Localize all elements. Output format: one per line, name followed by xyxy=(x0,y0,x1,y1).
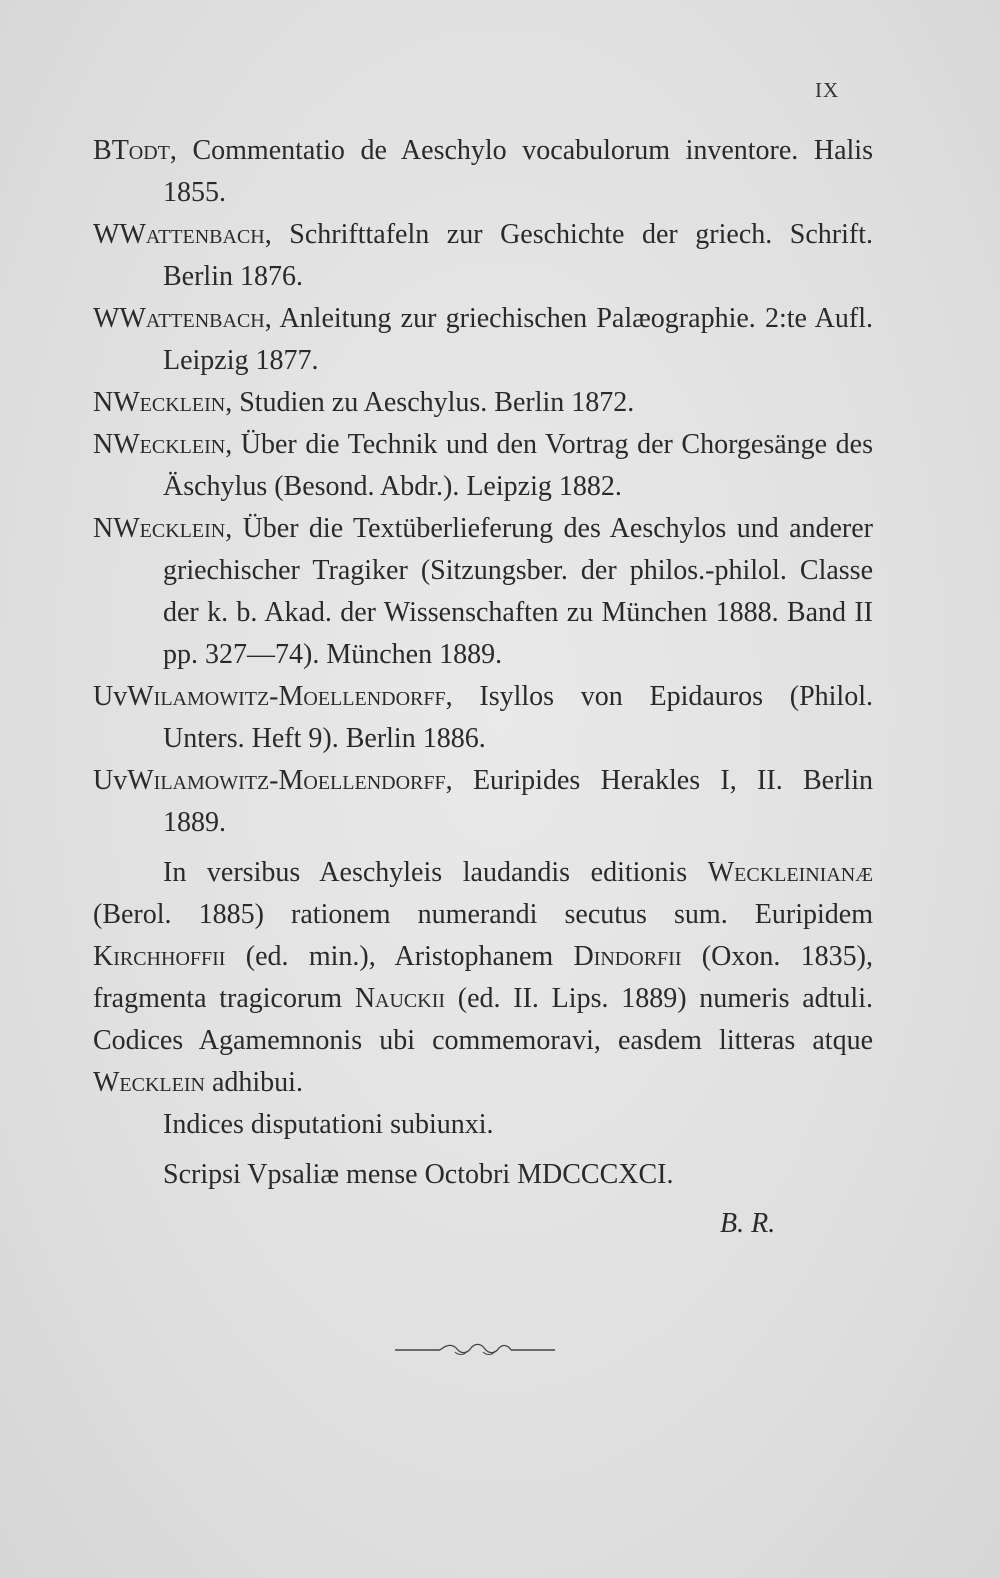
signature: B. R. xyxy=(720,1208,776,1239)
bibliography-entry xyxy=(93,424,873,508)
author-name: Wilamowitz-Moellendorff xyxy=(127,765,446,796)
author-initial: N xyxy=(93,429,114,460)
author-name: Wattenbach xyxy=(119,303,265,334)
author-initial: N xyxy=(93,513,114,544)
paragraph-editions xyxy=(93,852,873,1104)
entry-text: , Schrifttafeln zur Geschichte der griech. Schrift. Berlin 1876. xyxy=(163,219,873,292)
bibliography-entry xyxy=(93,676,873,760)
preface-text xyxy=(93,852,873,1196)
author-initial: N xyxy=(93,387,114,418)
editor-name: Nauckii xyxy=(354,983,446,1014)
author-initial: W xyxy=(93,219,120,250)
editor-name: Dindorfii xyxy=(573,941,682,972)
text-run: (Oxon. 1835), fragmenta tragicorum xyxy=(93,941,873,1014)
bibliography-entry xyxy=(93,382,873,424)
entry-text: , Commentatio de Aeschylo vocabulorum inventore. Halis 1855. xyxy=(163,135,873,208)
bibliography-list xyxy=(93,130,873,844)
text-run: (ed. min.), Aristophanem xyxy=(225,941,574,972)
page-number: IX xyxy=(815,78,840,102)
editor-name: Kirchhoffii xyxy=(93,941,226,972)
author-initial: Uv xyxy=(93,765,128,796)
text-run: (ed. II. Lips. 1889) numeris adtuli. Codices Agamemnonis ubi commemoravi, easdem litteras atque xyxy=(93,983,873,1056)
author-name: Todt xyxy=(111,135,170,166)
editor-name: Weckleinianæ xyxy=(707,857,873,888)
author-initial: B xyxy=(93,135,112,166)
author-initial: W xyxy=(93,303,120,334)
text-run: In versibus Aeschyleis laudandis editionis xyxy=(163,857,708,888)
author-name: Wattenbach xyxy=(119,219,265,250)
bibliography-entry xyxy=(93,214,873,298)
entry-text: , Studien zu Aeschylus. Berlin 1872. xyxy=(225,387,635,418)
entry-text: , Über die Textüberlieferung des Aeschylos und anderer griechischer Tragiker (Sitzungsber. der philos.-philol. Classe der k. b. Akad. der Wissenschaften zu München 1888. Band II pp. 327—74). München 1889. xyxy=(163,513,873,670)
text-run: adhibui. xyxy=(204,1067,303,1098)
entry-text: , Euripides Herakles I, II. Berlin 1889. xyxy=(163,765,873,838)
bibliography-entry xyxy=(93,130,873,214)
entry-text: , Isyllos von Epidauros (Philol. Unters. Heft 9). Berlin 1886. xyxy=(163,681,873,754)
entry-text: , Anleitung zur griechischen Palæographie. 2:te Aufl. Leipzig 1877. xyxy=(163,303,873,376)
paragraph-indices: Indices disputationi subiunxi. xyxy=(163,1109,494,1140)
bibliography-entry xyxy=(93,298,873,382)
bibliography-entry xyxy=(93,760,873,844)
author-name: Wecklein xyxy=(113,513,226,544)
author-initial: Uv xyxy=(93,681,128,712)
editor-name: Wecklein xyxy=(93,1067,205,1098)
ornament-icon xyxy=(395,1340,555,1360)
text-run: (Berol. 1885) rationem numerandi secutus sum. Euripidem xyxy=(93,899,873,930)
author-name: Wecklein xyxy=(113,387,226,418)
paragraph-dateline: Scripsi Vpsaliæ mense Octobri MDCCCXCI. xyxy=(163,1159,674,1190)
bibliography-entry xyxy=(93,508,873,676)
author-name: Wilamowitz-Moellendorff xyxy=(127,681,446,712)
author-name: Wecklein xyxy=(113,429,226,460)
entry-text: , Über die Technik und den Vortrag der Chorgesänge des Äschylus (Besond. Abdr.). Leipzig 1882. xyxy=(163,429,873,502)
